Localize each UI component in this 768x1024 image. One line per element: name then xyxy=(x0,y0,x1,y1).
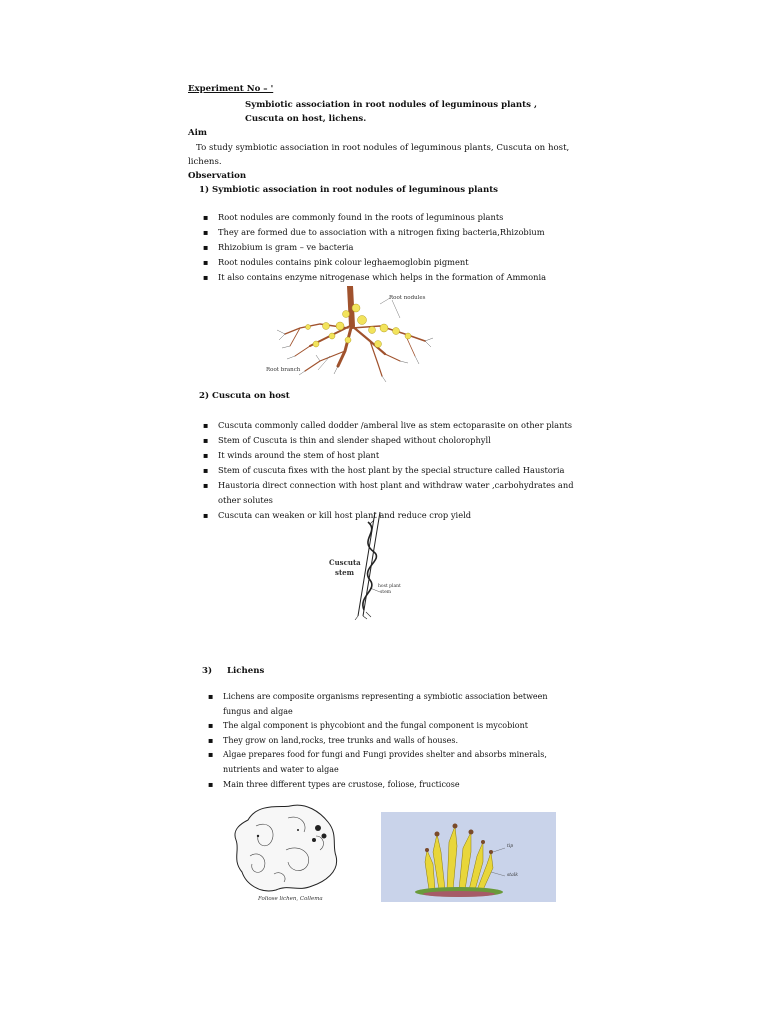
fruticose-tip-label: tip xyxy=(507,844,514,849)
foliose-lichen-figure xyxy=(228,800,340,896)
list-item: ▪ Stem of cuscuta fixes with the host plant by the special structure called Haustoria xyxy=(203,463,574,478)
list-item: ▪ Haustoria direct connection with host plant and withdraw water ,carbohydrates and xyxy=(203,478,574,493)
list-item: ▪ Algae prepares food for fungi and Fungi provides shelter and absorbs minerals, xyxy=(208,748,548,763)
list-item: ▪ Rhizobium is gram – ve bacteria xyxy=(203,240,546,255)
list-item: ▪ Root nodules are commonly found in the roots of leguminous plants xyxy=(203,210,546,225)
section1-heading: 1) Symbiotic association in root nodules of leguminous plants xyxy=(199,185,499,195)
list-item: ▪ They are formed due to association with a nitrogen fixing bacteria,Rhizobium xyxy=(203,225,546,240)
list-item: ▪ They grow on land,rocks, tree trunks and walls of houses. xyxy=(208,734,548,749)
list-item: ▪ Cuscuta commonly called dodder /amberal live as stem ectoparasite on other plants xyxy=(203,418,574,433)
root-branch-label: Root branch xyxy=(266,367,301,373)
lichen-thallus xyxy=(235,805,337,891)
host-plant-label: host plant xyxy=(378,584,401,589)
list-item: ▪ Lichens are composite organisms representing a symbiotic association between xyxy=(208,690,548,705)
list-item: ▪ Main three different types are crustose, foliose, fructicose xyxy=(208,778,548,793)
list-item: ▪ It also contains enzyme nitrogenase which helps in the formation of Ammonia xyxy=(203,270,546,285)
list-item-continuation: nutrients and water to algae xyxy=(223,764,339,774)
title-line-2: Cuscuta on host, lichens. xyxy=(245,114,367,124)
fruticose-stalk-label: stalk xyxy=(507,873,518,878)
substrate xyxy=(423,891,495,897)
list-item: ▪ Stem of Cuscuta is thin and slender shaped without cholorophyll xyxy=(203,433,574,448)
list-item: ▪ Cuscuta can weaken or kill host plant and reduce crop yield xyxy=(203,508,574,523)
host-stem-label: stem xyxy=(380,590,392,595)
aim-text-line-2: lichens. xyxy=(188,157,222,167)
section3-heading: 3) Lichens xyxy=(202,666,265,676)
list-item: ▪ The algal component is phycobiont and the fungal component is mycobiont xyxy=(208,719,548,734)
aim-heading: Aim xyxy=(188,128,208,138)
section1-bullet-list xyxy=(203,210,546,285)
root-nodules-label: Root nodules xyxy=(389,295,426,301)
cuscuta-stem-label: stem xyxy=(335,568,355,577)
list-item: ▪ Root nodules contains pink colour leghaemoglobin pigment xyxy=(203,255,546,270)
list-item: ▪ It winds around the stem of host plant xyxy=(203,448,574,463)
title-line-1: Symbiotic association in root nodules of leguminous plants , xyxy=(245,100,537,110)
foliose-lichen-caption: Foliose lichen, Collema xyxy=(258,896,323,902)
fruticose-lichen-figure xyxy=(381,812,556,902)
section3-bullet-list xyxy=(208,690,548,792)
aim-text-line-1: To study symbiotic association in root nodules of leguminous plants, Cuscuta on host, xyxy=(196,143,570,153)
experiment-label: Experiment No – ' xyxy=(188,84,274,94)
section2-heading: 2) Cuscuta on host xyxy=(199,391,290,401)
list-item-continuation: fungus and algae xyxy=(223,706,293,716)
cuscuta-label: Cuscuta xyxy=(329,558,361,567)
list-item-continuation: other solutes xyxy=(218,495,273,505)
observation-heading: Observation xyxy=(188,171,247,181)
section2-bullet-list xyxy=(203,418,574,523)
